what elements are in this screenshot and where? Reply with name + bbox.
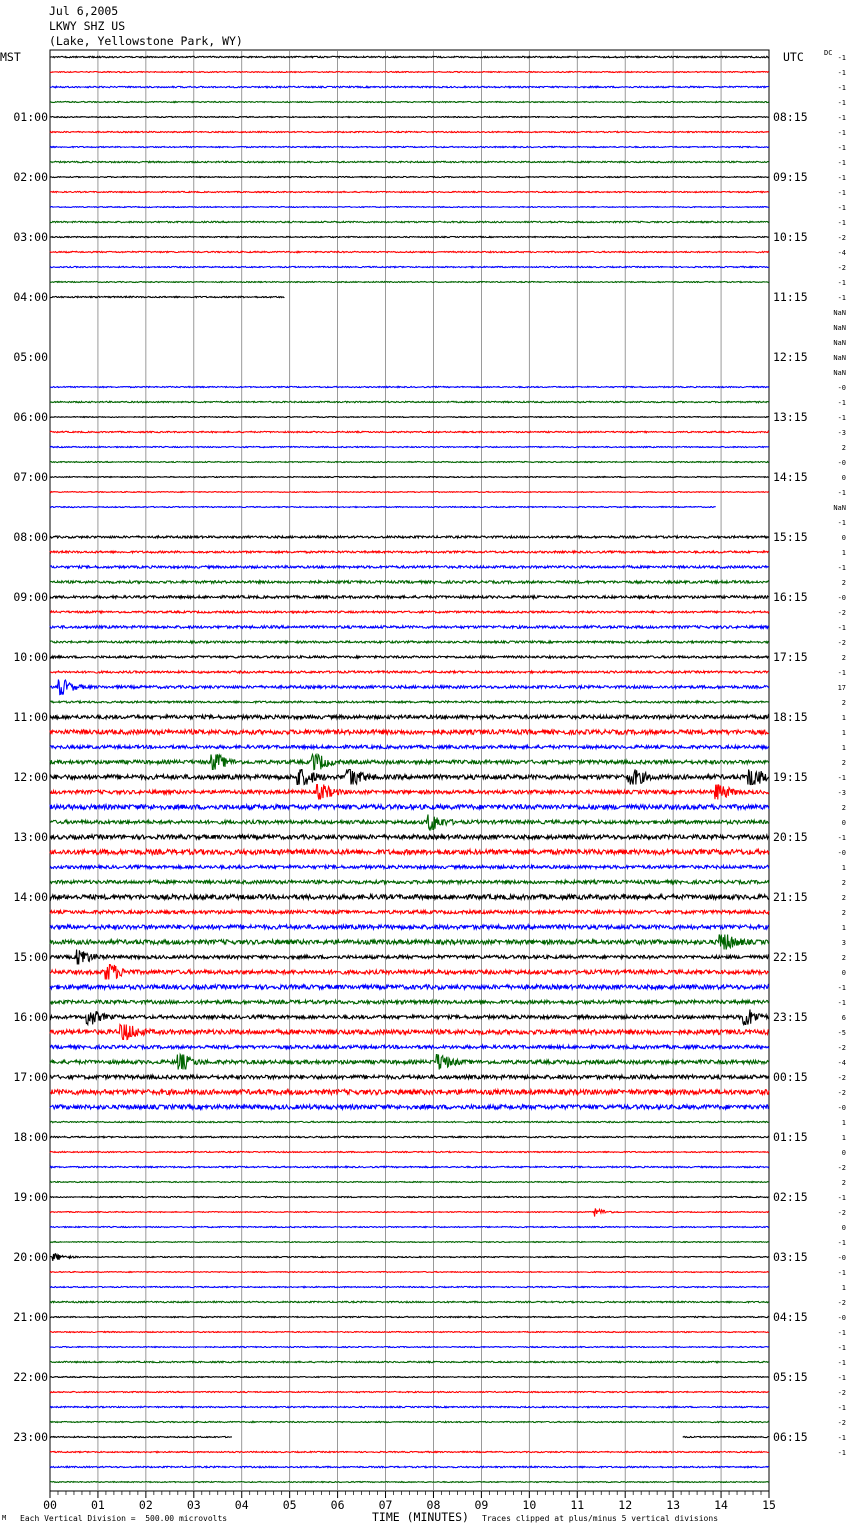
logo-mark: M (2, 1514, 7, 1522)
trace-54 (50, 865, 769, 868)
utc-hour-label-0115: 01:15 (773, 1130, 808, 1144)
dc-offset-18: NaN (833, 324, 846, 332)
utc-hour-label-1815: 18:15 (773, 710, 808, 724)
dc-offset-51: 0 (841, 819, 846, 827)
utc-hour-label-1715: 17:15 (773, 650, 808, 664)
trace-24 (50, 417, 769, 418)
trace-25 (50, 431, 769, 432)
mst-hour-label-0600: 06:00 (13, 410, 48, 424)
trace-95 (50, 1482, 769, 1483)
trace-38 (50, 626, 769, 629)
dc-offset-37: -2 (837, 609, 846, 617)
dc-offset-69: -2 (837, 1089, 846, 1097)
dc-offset-82: 1 (841, 1284, 846, 1292)
dc-offset-47: 2 (841, 759, 846, 767)
trace-74 (50, 1166, 769, 1167)
dc-offset-60: 2 (841, 954, 846, 962)
dc-offset-29: -1 (837, 489, 846, 497)
trace-64 (50, 1010, 769, 1025)
dc-offset-72: 1 (841, 1134, 846, 1142)
dc-offset-88: -1 (837, 1374, 846, 1382)
mst-hour-label-0900: 09:00 (13, 590, 48, 604)
trace-90 (50, 1406, 769, 1407)
trace-2 (50, 86, 769, 87)
dc-offset-40: 2 (841, 654, 846, 662)
trace-77 (50, 1208, 769, 1216)
trace-50 (50, 805, 769, 810)
dc-offset-19: NaN (833, 339, 846, 347)
trace-13 (50, 251, 769, 252)
dc-offset-12: -2 (837, 234, 846, 242)
trace-78 (50, 1226, 769, 1227)
utc-hour-label-1115: 11:15 (773, 290, 808, 304)
dc-offset-35: 2 (841, 579, 846, 587)
dc-offset-78: 0 (841, 1224, 846, 1232)
dc-offset-53: -0 (837, 849, 846, 857)
trace-75 (50, 1182, 769, 1183)
trace-68 (50, 1075, 769, 1079)
dc-offset-31: -1 (837, 519, 846, 527)
x-tick-label-02: 02 (138, 1498, 153, 1512)
mst-hour-label-2100: 21:00 (13, 1310, 48, 1324)
mst-hour-label-1600: 16:00 (13, 1010, 48, 1024)
dc-offset-64: 6 (841, 1014, 846, 1022)
dc-offset-30: NaN (833, 504, 846, 512)
dc-offset-34: -1 (837, 564, 846, 572)
trace-22 (50, 386, 769, 387)
trace-82 (50, 1286, 769, 1287)
dc-offset-10: -1 (837, 204, 846, 212)
x-tick-label-11: 11 (570, 1498, 585, 1512)
dc-offset-23: -1 (837, 399, 846, 407)
dc-offset-41: -1 (837, 669, 846, 677)
dc-offset-50: 2 (841, 804, 846, 812)
dc-offset-73: 0 (841, 1149, 846, 1157)
mst-hour-label-0800: 08:00 (13, 530, 48, 544)
dc-offset-33: 1 (841, 549, 846, 557)
x-tick-label-13: 13 (666, 1498, 681, 1512)
trace-93 (50, 1451, 769, 1452)
x-tick-label-15: 15 (762, 1498, 776, 1512)
x-tick-label-12: 12 (618, 1498, 633, 1512)
dc-offset-74: -2 (837, 1164, 846, 1172)
dc-offset-36: -0 (837, 594, 846, 602)
trace-39 (50, 641, 769, 643)
dc-offset-59: 3 (841, 939, 846, 947)
trace-92 (50, 1436, 232, 1437)
mst-hour-label-0200: 02:00 (13, 170, 48, 184)
dc-offset-44: 1 (841, 714, 846, 722)
trace-27 (50, 461, 769, 462)
utc-hour-label-2315: 23:15 (773, 1010, 808, 1024)
dc-offset-93: -1 (837, 1449, 846, 1457)
trace-7 (50, 161, 769, 162)
trace-83 (50, 1301, 769, 1302)
trace-35 (50, 581, 769, 584)
dc-offset-67: -4 (837, 1059, 846, 1067)
utc-hour-label-1515: 15:15 (773, 530, 808, 544)
dc-offset-38: -1 (837, 624, 846, 632)
trace-84 (50, 1316, 769, 1317)
mst-hour-label-1500: 15:00 (13, 950, 48, 964)
trace-80 (50, 1254, 769, 1261)
trace-32 (50, 536, 769, 538)
dc-offset-26: 2 (841, 444, 846, 452)
mst-hour-label-1300: 13:00 (13, 830, 48, 844)
trace-4 (50, 117, 769, 118)
dc-offset-58: 1 (841, 924, 846, 932)
dc-offset-45: 1 (841, 729, 846, 737)
trace-34 (50, 566, 769, 568)
trace-9 (50, 191, 769, 192)
dc-offset-76: -1 (837, 1194, 846, 1202)
dc-offset-24: -1 (837, 414, 846, 422)
utc-hour-label-1415: 14:15 (773, 470, 808, 484)
plot-date: Jul 6,2005 (49, 4, 119, 18)
trace-42 (50, 680, 769, 695)
trace-26 (50, 446, 769, 447)
dc-offset-90: -1 (837, 1404, 846, 1412)
trace-59 (50, 935, 769, 950)
trace-52 (50, 835, 769, 839)
dc-offset-9: -1 (837, 189, 846, 197)
dc-offset-92: -1 (837, 1434, 846, 1442)
utc-hour-label-1615: 16:15 (773, 590, 808, 604)
trace-43 (50, 701, 769, 703)
dc-offset-8: -1 (837, 174, 846, 182)
dc-offset-68: -2 (837, 1074, 846, 1082)
dc-offset-79: -1 (837, 1239, 846, 1247)
dc-offset-4: -1 (837, 114, 846, 122)
trace-86 (50, 1346, 769, 1347)
dc-offset-14: -2 (837, 264, 846, 272)
utc-hour-label-0515: 05:15 (773, 1370, 808, 1384)
dc-offset-5: -1 (837, 129, 846, 137)
trace-56 (50, 895, 769, 900)
mst-hour-label-1700: 17:00 (13, 1070, 48, 1084)
dc-offset-65: -5 (837, 1029, 846, 1037)
trace-88 (50, 1377, 769, 1378)
trace-33 (50, 551, 769, 553)
dc-offset-13: -4 (837, 249, 846, 257)
dc-offset-66: -2 (837, 1044, 846, 1052)
trace-79 (50, 1242, 769, 1243)
mst-hour-label-1800: 18:00 (13, 1130, 48, 1144)
dc-offset-16: -1 (837, 294, 846, 302)
utc-hour-label-1915: 19:15 (773, 770, 808, 784)
dc-offset-46: 1 (841, 744, 846, 752)
utc-hour-label-0215: 02:15 (773, 1190, 808, 1204)
x-tick-label-08: 08 (426, 1498, 441, 1512)
right-timezone-label: UTC (783, 50, 804, 64)
x-tick-label-04: 04 (234, 1498, 249, 1512)
trace-63 (50, 1000, 769, 1004)
x-tick-label-09: 09 (474, 1498, 489, 1512)
dc-offset-80: -0 (837, 1254, 846, 1262)
x-axis-title: TIME (MINUTES) (372, 1510, 469, 1524)
trace-91 (50, 1421, 769, 1422)
trace-58 (50, 925, 769, 929)
dc-offset-75: 2 (841, 1179, 846, 1187)
x-tick-label-06: 06 (330, 1498, 345, 1512)
trace-66 (50, 1045, 769, 1048)
dc-offset-48: -1 (837, 774, 846, 782)
trace-6 (50, 146, 769, 147)
dc-offset-21: NaN (833, 369, 846, 377)
trace-12 (50, 236, 769, 237)
trace-49 (50, 785, 769, 800)
dc-offset-61: 0 (841, 969, 846, 977)
trace-8 (50, 177, 769, 178)
trace-72 (50, 1136, 769, 1137)
dc-offset-63: -1 (837, 999, 846, 1007)
trace-94 (50, 1466, 769, 1467)
trace-15 (50, 282, 769, 283)
dc-offset-42: 17 (837, 684, 846, 692)
dc-offset-3: -1 (837, 99, 846, 107)
trace-0 (50, 56, 769, 57)
dc-offset-0: -1 (837, 54, 846, 62)
trace-53 (50, 850, 769, 855)
trace-3 (50, 101, 769, 102)
dc-offset-7: -1 (837, 159, 846, 167)
trace-69 (50, 1090, 769, 1095)
dc-offset-83: -2 (837, 1299, 846, 1307)
station-code: LKWY SHZ US (49, 19, 126, 33)
utc-hour-label-2215: 22:15 (773, 950, 808, 964)
trace-92-segment-2 (683, 1436, 769, 1437)
vertical-scale-note: Each Vertical Division = 500.00 microvolts (20, 1514, 228, 1523)
trace-87 (50, 1361, 769, 1362)
dc-offset-87: -1 (837, 1359, 846, 1367)
trace-70 (50, 1105, 769, 1109)
dc-offset-62: -1 (837, 984, 846, 992)
trace-46 (50, 745, 769, 748)
dc-offset-39: -2 (837, 639, 846, 647)
mst-hour-label-1200: 12:00 (13, 770, 48, 784)
trace-71 (50, 1121, 769, 1122)
trace-11 (50, 221, 769, 222)
dc-offset-49: -3 (837, 789, 846, 797)
mst-hour-label-1400: 14:00 (13, 890, 48, 904)
dc-offset-71: 1 (841, 1119, 846, 1127)
mst-hour-label-0300: 03:00 (13, 230, 48, 244)
mst-hour-label-1900: 19:00 (13, 1190, 48, 1204)
utc-hour-label-2015: 20:15 (773, 830, 808, 844)
trace-76 (50, 1196, 769, 1197)
trace-14 (50, 266, 769, 267)
utc-hour-label-1015: 10:15 (773, 230, 808, 244)
dc-offset-2: -1 (837, 84, 846, 92)
utc-hour-label-1315: 13:15 (773, 410, 808, 424)
dc-offset-89: -2 (837, 1389, 846, 1397)
clip-note: Traces clipped at plus/minus 5 vertical divisions (482, 1514, 719, 1523)
trace-89 (50, 1391, 769, 1392)
dc-offset-27: -0 (837, 459, 846, 467)
trace-10 (50, 207, 769, 208)
trace-61 (50, 965, 769, 980)
x-tick-label-14: 14 (714, 1498, 728, 1512)
dc-offset-57: 2 (841, 909, 846, 917)
trace-1 (50, 72, 769, 73)
trace-29 (50, 492, 769, 493)
trace-28 (50, 477, 769, 478)
dc-offset-22: -0 (837, 384, 846, 392)
trace-55 (50, 880, 769, 883)
trace-73 (50, 1151, 769, 1152)
dc-offset-52: -1 (837, 834, 846, 842)
mst-hour-label-2300: 23:00 (13, 1430, 48, 1444)
x-tick-label-05: 05 (282, 1498, 297, 1512)
mst-hour-label-1100: 11:00 (13, 710, 48, 724)
trace-37 (50, 611, 769, 613)
dc-offset-15: -1 (837, 279, 846, 287)
utc-hour-label-0915: 09:15 (773, 170, 808, 184)
trace-23 (50, 401, 769, 402)
utc-hour-label-0415: 04:15 (773, 1310, 808, 1324)
dc-offset-55: 2 (841, 879, 846, 887)
dc-offset-84: -0 (837, 1314, 846, 1322)
x-tick-label-07: 07 (378, 1498, 393, 1512)
trace-60 (50, 950, 769, 965)
dc-offset-11: -1 (837, 219, 846, 227)
utc-hour-label-2115: 21:15 (773, 890, 808, 904)
trace-44 (50, 715, 769, 719)
station-location: (Lake, Yellowstone Park, WY) (49, 34, 243, 48)
dc-offset-70: -0 (837, 1104, 846, 1112)
dc-offset-85: -1 (837, 1329, 846, 1337)
mst-hour-label-2000: 20:00 (13, 1250, 48, 1264)
trace-45 (50, 730, 769, 735)
utc-hour-label-1215: 12:15 (773, 350, 808, 364)
trace-85 (50, 1332, 769, 1333)
dc-offset-32: 0 (841, 534, 846, 542)
trace-30 (50, 507, 716, 508)
x-tick-label-01: 01 (91, 1498, 105, 1512)
trace-57 (50, 910, 769, 913)
x-tick-label-03: 03 (186, 1498, 201, 1512)
dc-offset-1: -1 (837, 69, 846, 77)
utc-hour-label-0615: 06:15 (773, 1430, 808, 1444)
mst-hour-label-0500: 05:00 (13, 350, 48, 364)
dc-offset-28: 0 (841, 474, 846, 482)
trace-36 (50, 596, 769, 599)
trace-40 (50, 656, 769, 658)
trace-47 (50, 755, 769, 770)
trace-62 (50, 985, 769, 989)
dc-offset-17: NaN (833, 309, 846, 317)
trace-48 (50, 770, 769, 785)
trace-5 (50, 131, 769, 132)
dc-offset-43: 2 (841, 699, 846, 707)
mst-hour-label-0100: 01:00 (13, 110, 48, 124)
dc-offset-6: -1 (837, 144, 846, 152)
trace-81 (50, 1272, 769, 1273)
dc-offset-56: 2 (841, 894, 846, 902)
x-tick-label-10: 10 (522, 1498, 537, 1512)
mst-hour-label-0700: 07:00 (13, 470, 48, 484)
trace-41 (50, 671, 769, 673)
mst-hour-label-1000: 10:00 (13, 650, 48, 664)
x-tick-label-00: 00 (43, 1498, 57, 1512)
mst-hour-label-0400: 04:00 (13, 290, 48, 304)
left-timezone-label: MST (0, 50, 21, 64)
trace-51 (50, 815, 769, 830)
dc-offset-81: -1 (837, 1269, 846, 1277)
utc-hour-label-0015: 00:15 (773, 1070, 808, 1084)
dc-offset-91: -2 (837, 1419, 846, 1427)
mst-hour-label-2200: 22:00 (13, 1370, 48, 1384)
utc-hour-label-0315: 03:15 (773, 1250, 808, 1264)
trace-67 (50, 1055, 769, 1070)
utc-hour-label-0815: 08:15 (773, 110, 808, 124)
dc-offset-54: 1 (841, 864, 846, 872)
trace-16 (50, 296, 285, 297)
dc-offset-25: -3 (837, 429, 846, 437)
dc-offset-20: NaN (833, 354, 846, 362)
trace-65 (50, 1025, 769, 1040)
dc-offset-86: -1 (837, 1344, 846, 1352)
dc-offset-77: -2 (837, 1209, 846, 1217)
dc-offset-header: DC (824, 49, 833, 57)
